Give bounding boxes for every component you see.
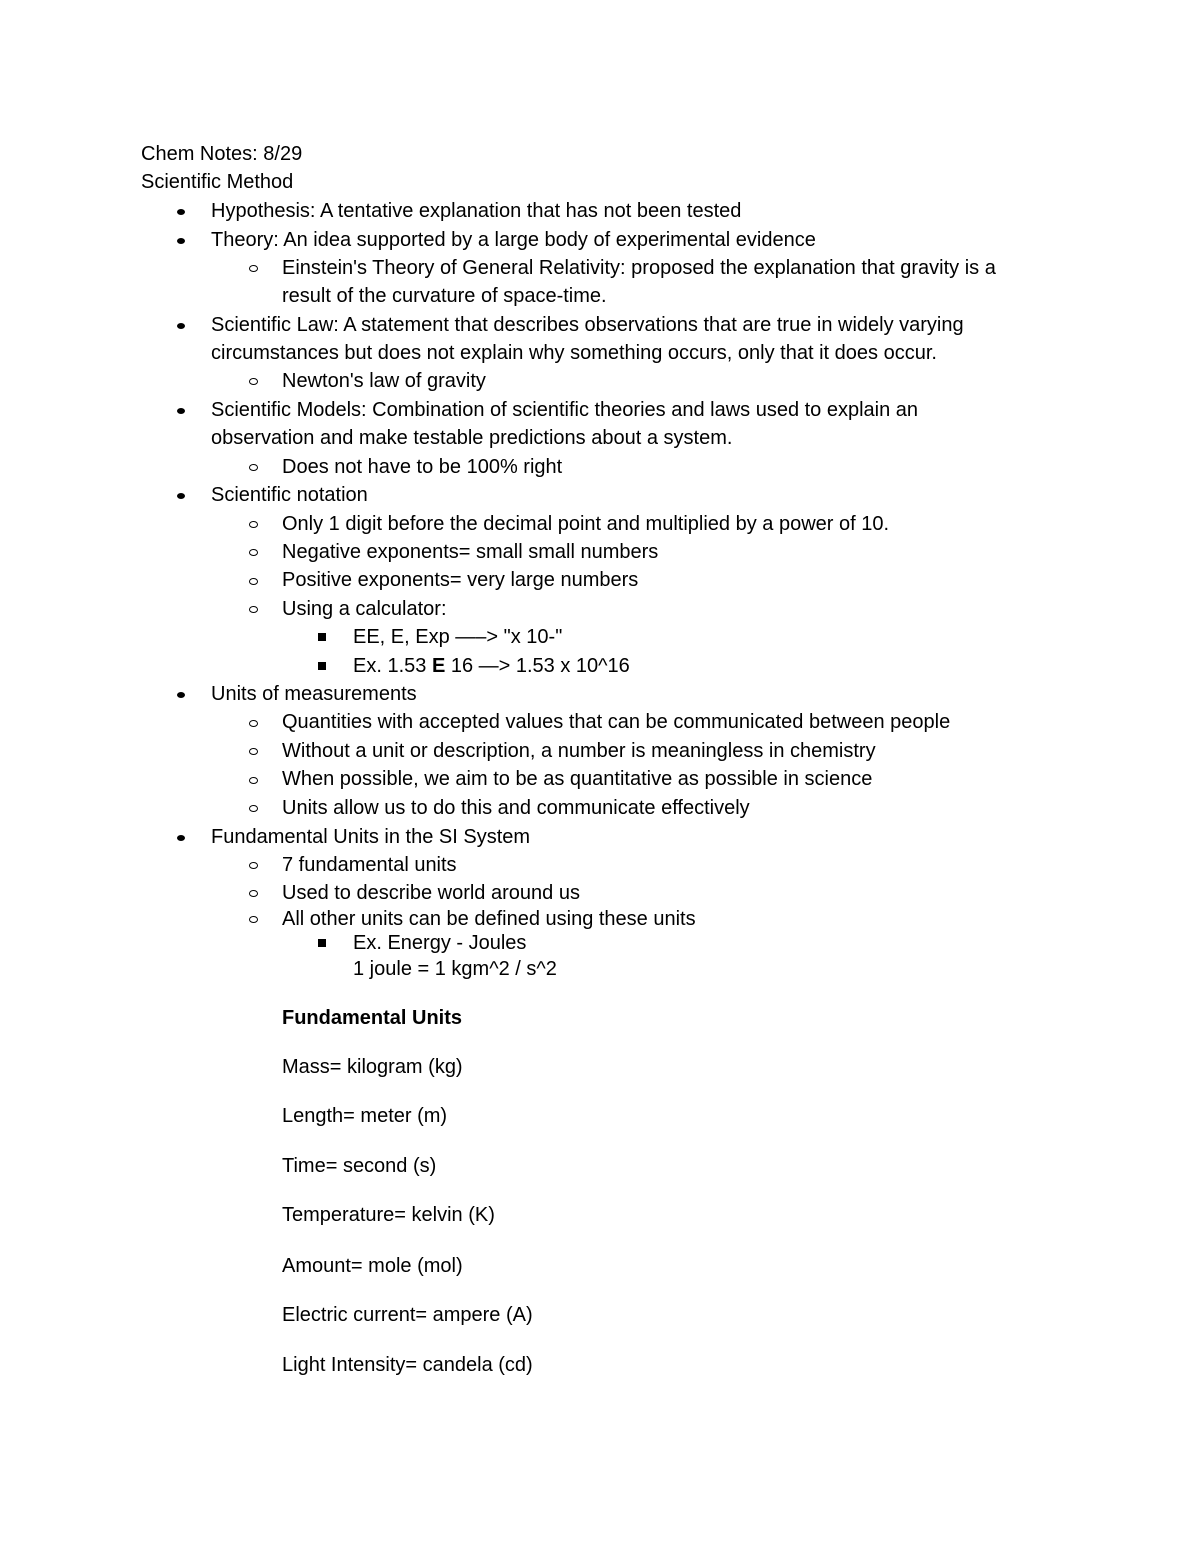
list-item: Fundamental Units in the SI System — [211, 826, 531, 848]
list-item: Units allow us to do this and communicate effectively — [282, 797, 750, 819]
bullet-disc-icon — [177, 408, 185, 414]
section-heading: Scientific Method — [141, 171, 294, 193]
list-item: Used to describe world around us — [282, 882, 580, 904]
bullet-circle-icon — [249, 748, 258, 755]
bullet-circle-icon — [249, 720, 258, 727]
page-title: Chem Notes: 8/29 — [141, 143, 303, 165]
bullet-circle-icon — [249, 521, 258, 528]
bullet-disc-icon — [177, 493, 185, 499]
unit-item: Length= meter (m) — [282, 1105, 448, 1127]
bullet-disc-icon — [177, 835, 185, 841]
list-item: Ex. Energy - Joules — [353, 932, 527, 954]
fundamental-units-heading: Fundamental Units — [282, 1007, 463, 1029]
list-item: Without a unit or description, a number is meaningless in chemistry — [282, 740, 876, 762]
bullet-circle-icon — [249, 606, 258, 613]
unit-item: Amount= mole (mol) — [282, 1255, 463, 1277]
unit-item: Mass= kilogram (kg) — [282, 1056, 463, 1078]
list-item-continuation: 1 joule = 1 kgm^2 / s^2 — [353, 958, 557, 980]
unit-item: Time= second (s) — [282, 1155, 437, 1177]
list-item: Using a calculator: — [282, 598, 447, 620]
bullet-circle-icon — [249, 777, 258, 784]
bullet-circle-icon — [249, 378, 258, 385]
list-item: Does not have to be 100% right — [282, 456, 563, 478]
list-item: Newton's law of gravity — [282, 370, 486, 392]
list-item: Hypothesis: A tentative explanation that has not been tested — [211, 200, 742, 222]
bullet-circle-icon — [249, 578, 258, 585]
list-item: Theory: An idea supported by a large body of experimental evidence — [211, 229, 816, 251]
list-item — [353, 654, 630, 678]
bullet-square-icon — [318, 633, 326, 641]
unit-item: Electric current= ampere (A) — [282, 1304, 533, 1326]
bullet-square-icon — [318, 662, 326, 670]
bullet-disc-icon — [177, 238, 185, 244]
list-item-continuation: observation and make testable predictions about a system. — [211, 427, 733, 449]
list-item-continuation: circumstances but does not explain why something occurs, only that it does occur. — [211, 342, 937, 364]
bullet-disc-icon — [177, 209, 185, 215]
list-item: Einstein's Theory of General Relativity: proposed the explanation that gravity is a — [282, 257, 996, 279]
example-text: Ex. 1.53 — [353, 655, 432, 677]
list-item: Only 1 digit before the decimal point and multiplied by a power of 10. — [282, 513, 890, 535]
list-item: Scientific Models: Combination of scientific theories and laws used to explain an — [211, 399, 919, 421]
bullet-circle-icon — [249, 805, 258, 812]
unit-item: Temperature= kelvin (K) — [282, 1204, 495, 1226]
list-item: When possible, we aim to be as quantitative as possible in science — [282, 768, 873, 790]
list-item: Units of measurements — [211, 683, 417, 705]
example-bold-letter: E — [431, 655, 446, 677]
list-item: Quantities with accepted values that can be communicated between people — [282, 711, 951, 733]
example-text: 16 —> 1.53 x 10^16 — [445, 655, 630, 677]
bullet-disc-icon — [177, 692, 185, 698]
bullet-circle-icon — [249, 916, 258, 923]
list-item: 7 fundamental units — [282, 854, 457, 876]
list-item: Positive exponents= very large numbers — [282, 569, 639, 591]
unit-item: Light Intensity= candela (cd) — [282, 1354, 533, 1376]
bullet-circle-icon — [249, 862, 258, 869]
list-item: Scientific notation — [211, 484, 368, 506]
bullet-square-icon — [318, 939, 326, 947]
bullet-circle-icon — [249, 890, 258, 897]
list-item-continuation: result of the curvature of space-time. — [282, 285, 607, 307]
list-item: Scientific Law: A statement that describes observations that are true in widely varying — [211, 314, 964, 336]
bullet-disc-icon — [177, 323, 185, 329]
list-item: Negative exponents= small small numbers — [282, 541, 659, 563]
list-item: All other units can be defined using these units — [282, 908, 696, 930]
bullet-circle-icon — [249, 549, 258, 556]
bullet-circle-icon — [249, 265, 258, 272]
bullet-circle-icon — [249, 464, 258, 471]
list-item: EE, E, Exp —–> "x 10-" — [353, 626, 563, 648]
